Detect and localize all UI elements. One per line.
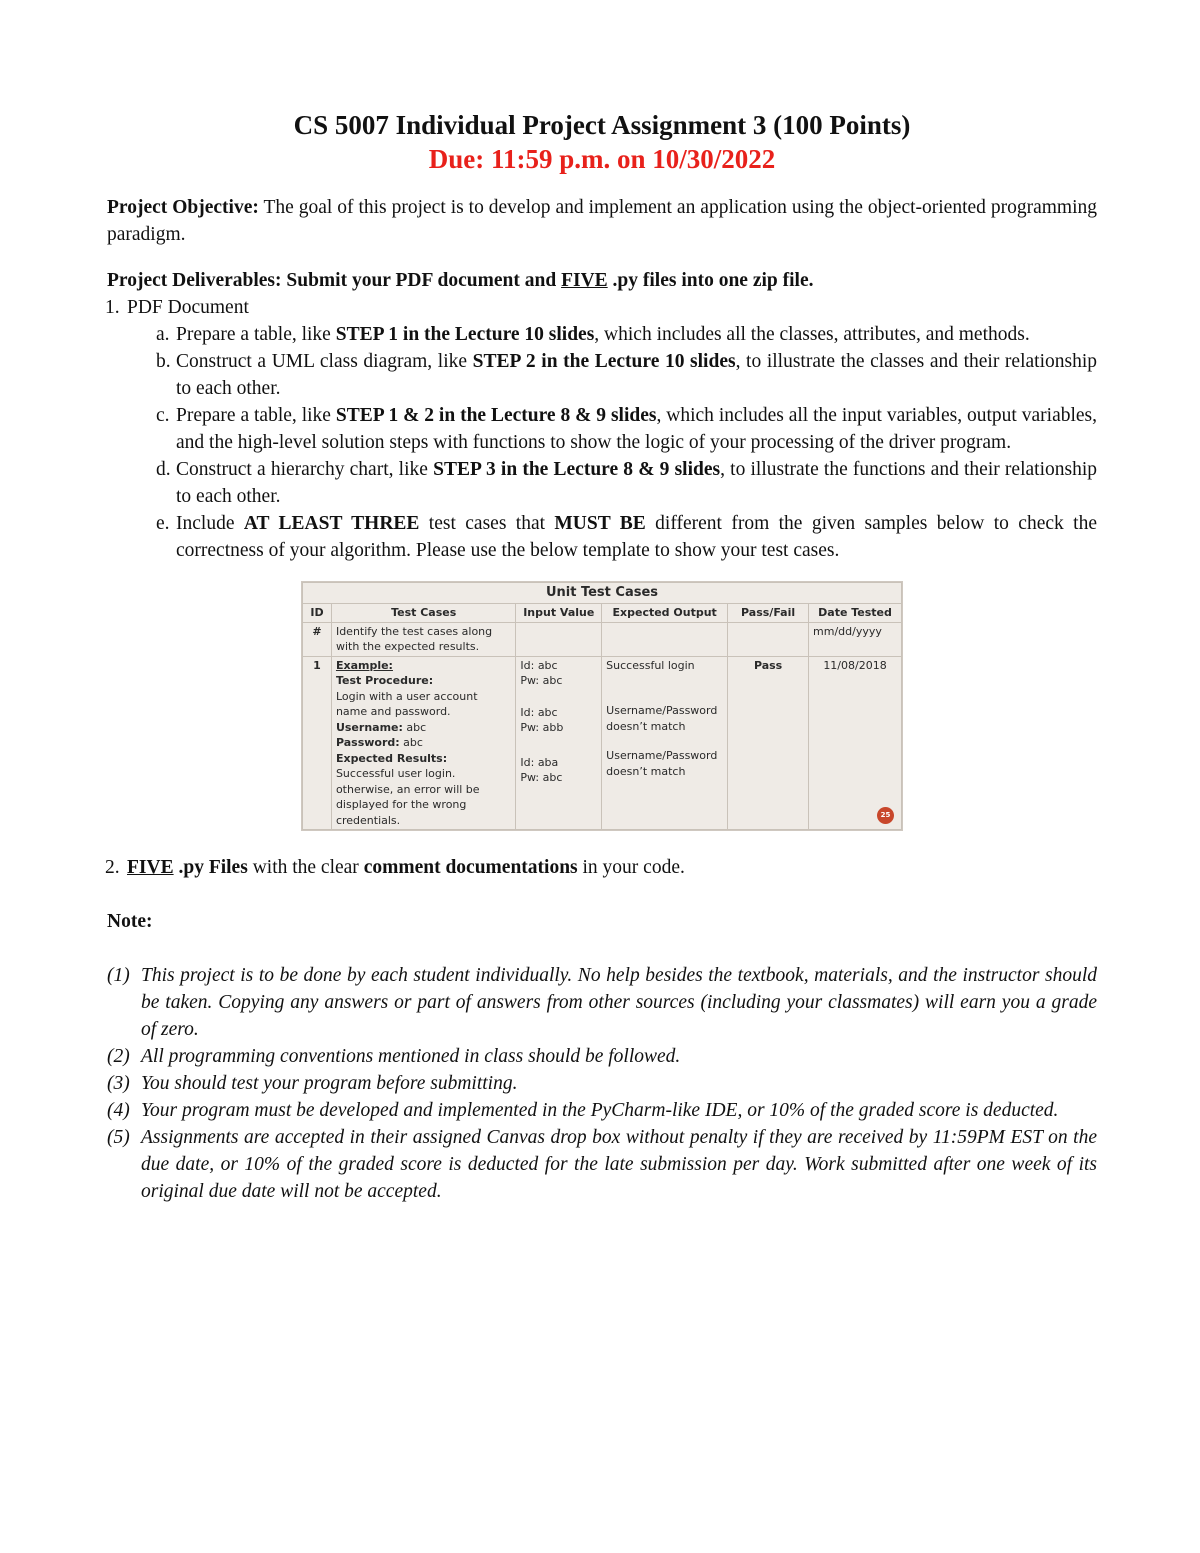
sublist-bold: STEP 3 in the Lecture 8 & 9 slides xyxy=(433,459,721,480)
password-label: Password: xyxy=(335,736,400,749)
deliverables-list-continued xyxy=(107,854,1097,881)
objective-text: The goal of this project is to develop and implement an application using the object-oriented programming paradigm. xyxy=(107,197,1098,245)
note-item xyxy=(107,1070,1097,1097)
sublist-text: Prepare a table, like xyxy=(176,324,336,345)
sublist-text: different from the given samples below to check the correctness of your algorithm. Please use the below template to show your test cases. xyxy=(176,513,1097,561)
deliverables-list xyxy=(107,294,1097,564)
sublist-letter: e. xyxy=(156,513,170,534)
sublist-bold: STEP 2 in the Lecture 10 slides xyxy=(472,351,736,372)
deliverables-five: FIVE xyxy=(561,270,608,291)
input-id: Id: aba xyxy=(520,755,559,769)
sublist-item xyxy=(127,510,1097,564)
list-item-label: PDF Document xyxy=(127,297,249,318)
note-text: Assignments are accepted in their assigned Canvas drop box without penalty if they are received by 11:59PM EST on the due date, or 10% of the graded score is deducted for the late submission per day. Work submitted after one week of its original due date will not be accepted. xyxy=(141,1127,1097,1202)
table-caption-row xyxy=(303,583,902,604)
table-cell: mm/dd/yyyy xyxy=(809,622,902,656)
item-text: in your code. xyxy=(577,857,685,878)
sublist-item xyxy=(127,348,1097,402)
expected-output: Username/Password doesn’t match xyxy=(606,749,718,778)
username-label: Username: xyxy=(335,720,403,734)
sublist-text: Prepare a table, like xyxy=(176,405,336,426)
table-row xyxy=(303,622,902,656)
table-caption: Unit Test Cases xyxy=(303,583,902,604)
input-pw: Pw: abc xyxy=(520,674,563,687)
note-number: (2) xyxy=(107,1046,130,1067)
spacer xyxy=(606,673,723,703)
note-item xyxy=(107,1097,1097,1124)
sublist-bold: STEP 1 & 2 in the Lecture 8 & 9 slides xyxy=(335,405,657,426)
sublist-bold: STEP 1 in the Lecture 10 slides xyxy=(335,324,595,345)
notes-list xyxy=(107,962,1097,1205)
input-pw: Pw: abb xyxy=(520,721,564,734)
expected-label: Expected Results: xyxy=(335,751,448,765)
table-cell: Identify the test cases along with the expected results. xyxy=(331,622,515,656)
py-files-label: .py Files xyxy=(173,857,248,878)
input-id: Id: abc xyxy=(520,705,558,719)
deliverables-text-b: .py files into one zip file. xyxy=(607,270,814,291)
sublist-text: , which includes all the input variables, output variables, and the high-level solution steps with functions to show the logic of your processing of the driver program. xyxy=(176,405,1098,453)
sublist-text: test cases that xyxy=(419,513,555,534)
note-item xyxy=(107,1124,1097,1205)
note-number: (4) xyxy=(107,1100,130,1121)
list-number: 1. xyxy=(105,297,120,318)
sublist-letter: d. xyxy=(156,459,171,480)
note-title: Note: xyxy=(107,911,153,932)
table-cell: 11/08/2018 xyxy=(809,656,902,830)
note-number: (3) xyxy=(107,1073,130,1094)
sublist-text: , which includes all the classes, attributes, and methods. xyxy=(594,324,1030,345)
table-cell: 1 xyxy=(303,656,332,830)
procedure-label: Test Procedure: xyxy=(335,674,434,687)
input-pw: Pw: abc xyxy=(520,771,563,784)
pdf-sublist xyxy=(127,321,1097,564)
note-number: (1) xyxy=(107,965,130,986)
note-number: (5) xyxy=(107,1127,130,1148)
table-cell xyxy=(516,622,602,656)
column-header: Test Cases xyxy=(331,604,515,623)
note-text: This project is to be done by each student individually. No help besides the textbook, materials, and the instructor should be taken. Copying any answers or part of answers from other sources (including your classmates) will earn you a grade of zero. xyxy=(141,965,1097,1040)
item-bold: comment documentations xyxy=(363,857,578,878)
table-cell: # xyxy=(303,622,332,656)
slide-number-badge: 25 xyxy=(877,807,894,824)
note-text: Your program must be developed and implemented in the PyCharm-like IDE, or 10% of the graded score is deducted. xyxy=(141,1100,1059,1121)
note-item xyxy=(107,1043,1097,1070)
sublist-text: , to illustrate the functions and their relationship to each other. xyxy=(176,459,1097,507)
note-text: All programming conventions mentioned in class should be followed. xyxy=(141,1046,681,1067)
spacer xyxy=(520,736,597,755)
pass-fail-value: Pass xyxy=(753,658,783,672)
spacer xyxy=(520,689,597,705)
expected-output: Username/Password doesn’t match xyxy=(606,704,718,733)
due-date: Due: 11:59 p.m. on 10/30/2022 xyxy=(428,144,776,174)
project-deliverables xyxy=(107,267,1097,294)
unit-test-cases-image xyxy=(301,581,903,831)
table-header-row xyxy=(303,604,902,623)
sublist-text: , to illustrate the classes and their relationship to each other. xyxy=(176,351,1097,399)
sublist-letter: c. xyxy=(156,405,170,426)
deliverables-label xyxy=(107,270,813,291)
spacer xyxy=(606,734,723,748)
sublist-text: Include xyxy=(176,513,244,534)
table-cell xyxy=(728,622,809,656)
sublist-item xyxy=(127,456,1097,510)
example-label: Example: xyxy=(335,658,393,672)
table-cell xyxy=(728,656,809,830)
sublist-bold: AT LEAST THREE xyxy=(243,513,420,534)
document-page xyxy=(107,108,1097,1205)
expected-text: Successful user login. otherwise, an error will be displayed for the wrong credentials. xyxy=(335,767,480,827)
item-text: with the clear xyxy=(247,857,364,878)
table-cell-inputs xyxy=(516,656,602,830)
sublist-item xyxy=(127,321,1097,348)
page-title: CS 5007 Individual Project Assignment 3 (100 Points) xyxy=(293,110,911,140)
procedure-text: Login with a user account name and password. xyxy=(335,689,478,718)
column-header: Date Tested xyxy=(809,604,902,623)
username-value: abc xyxy=(402,720,427,734)
column-header: Pass/Fail xyxy=(728,604,809,623)
objective-label: Project Objective: xyxy=(107,197,259,218)
list-item-pdf-document xyxy=(107,294,1097,564)
column-header: Input Value xyxy=(516,604,602,623)
deliverables-text-a: Project Deliverables: Submit your PDF document and xyxy=(107,270,562,291)
list-item-py-files xyxy=(107,854,1097,881)
input-id: Id: abc xyxy=(520,658,558,672)
sublist-letter: a. xyxy=(156,324,170,345)
column-header: Expected Output xyxy=(602,604,728,623)
sublist-letter: b. xyxy=(156,351,171,372)
column-header: ID xyxy=(303,604,332,623)
expected-output: Successful login xyxy=(606,658,695,672)
five-label: FIVE xyxy=(127,857,174,878)
sublist-text: Construct a hierarchy chart, like xyxy=(176,459,434,480)
sublist-bold: MUST BE xyxy=(554,513,646,534)
table-cell xyxy=(602,622,728,656)
sublist-text: Construct a UML class diagram, like xyxy=(176,351,473,372)
table-cell-test-case xyxy=(331,656,515,830)
list-number: 2. xyxy=(105,857,120,878)
note-item xyxy=(107,962,1097,1043)
unit-test-cases-table xyxy=(302,582,902,830)
sublist-item xyxy=(127,402,1097,456)
table-row xyxy=(303,656,902,830)
table-cell-outputs xyxy=(602,656,728,830)
project-objective xyxy=(107,194,1097,248)
note-text: You should test your program before submitting. xyxy=(141,1073,518,1094)
password-value: abc xyxy=(399,736,423,749)
